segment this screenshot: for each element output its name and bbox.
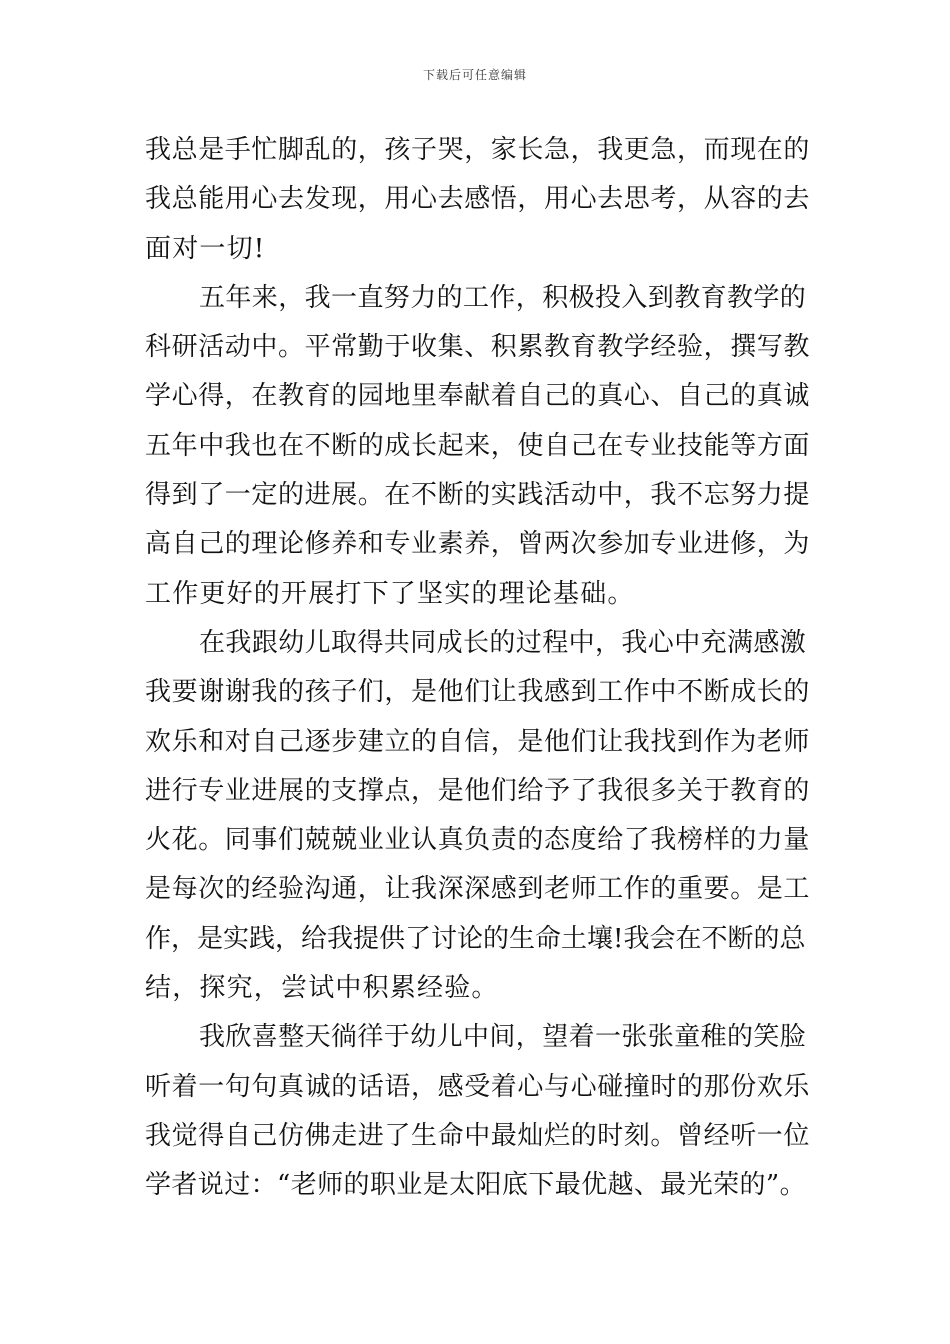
document-body <box>145 126 810 1211</box>
text-line: 科研活动中。平常勤于收集、积累教育教学经验，撰写教 <box>145 332 811 363</box>
text-line: 我总能用心去发现，用心去感悟，用心去思考，从容的去 <box>145 184 811 215</box>
text-line: 欢乐和对自己逐步建立的自信，是他们让我找到作为老师 <box>145 726 811 757</box>
text-line: 我觉得自己仿佛走进了生命中最灿烂的时刻。曾经听一位 <box>145 1120 811 1151</box>
text-line: 我总是手忙脚乱的，孩子哭，家长急，我更急，而现在的 <box>145 135 811 165</box>
text-line: 火花。同事们兢兢业业认真负责的态度给了我榜样的力量 <box>145 825 811 856</box>
text-line: 学心得，在教育的园地里奉献着自己的真心、自己的真诚 <box>145 381 811 412</box>
text-line: 我要谢谢我的孩子们，是他们让我感到工作中不断成长的 <box>145 677 811 708</box>
text-line: 进行专业进展的支撑点，是他们给予了我很多关于教育的 <box>145 775 811 806</box>
text-line: 作，是实践，给我提供了讨论的生命土壤!我会在不断的总 <box>145 923 806 954</box>
text-line: 学者说过：“老师的职业是太阳底下最优越、最光荣的”。 <box>145 1170 806 1201</box>
text-line: 面对一切! <box>145 233 266 264</box>
text-line: 高自己的理论修养和专业素养，曾两次参加专业进修，为 <box>145 529 811 560</box>
text-line: 结，探究，尝试中积累经验。 <box>145 973 499 1004</box>
text-line: 听着一句句真诚的话语，感受着心与心碰撞时的那份欢乐 <box>145 1071 811 1102</box>
text-line: 工作更好的开展打下了坚实的理论基础。 <box>145 578 635 609</box>
text-line: 五年中我也在不断的成长起来，使自己在专业技能等方面 <box>145 430 811 461</box>
text-line: 是每次的经验沟通，让我深深感到老师工作的重要。是工 <box>145 874 811 905</box>
text-line: 五年来，我一直努力的工作，积极投入到教育教学的 <box>199 282 807 313</box>
page-header-note: 下载后可任意编辑 <box>422 68 527 82</box>
text-line: 得到了一定的进展。在不断的实践活动中，我不忘努力提 <box>145 480 811 511</box>
text-line: 在我跟幼儿取得共同成长的过程中，我心中充满感激 <box>199 627 807 658</box>
text-line: 我欣喜整天徜徉于幼儿中间，望着一张张童稚的笑脸 <box>199 1022 807 1053</box>
